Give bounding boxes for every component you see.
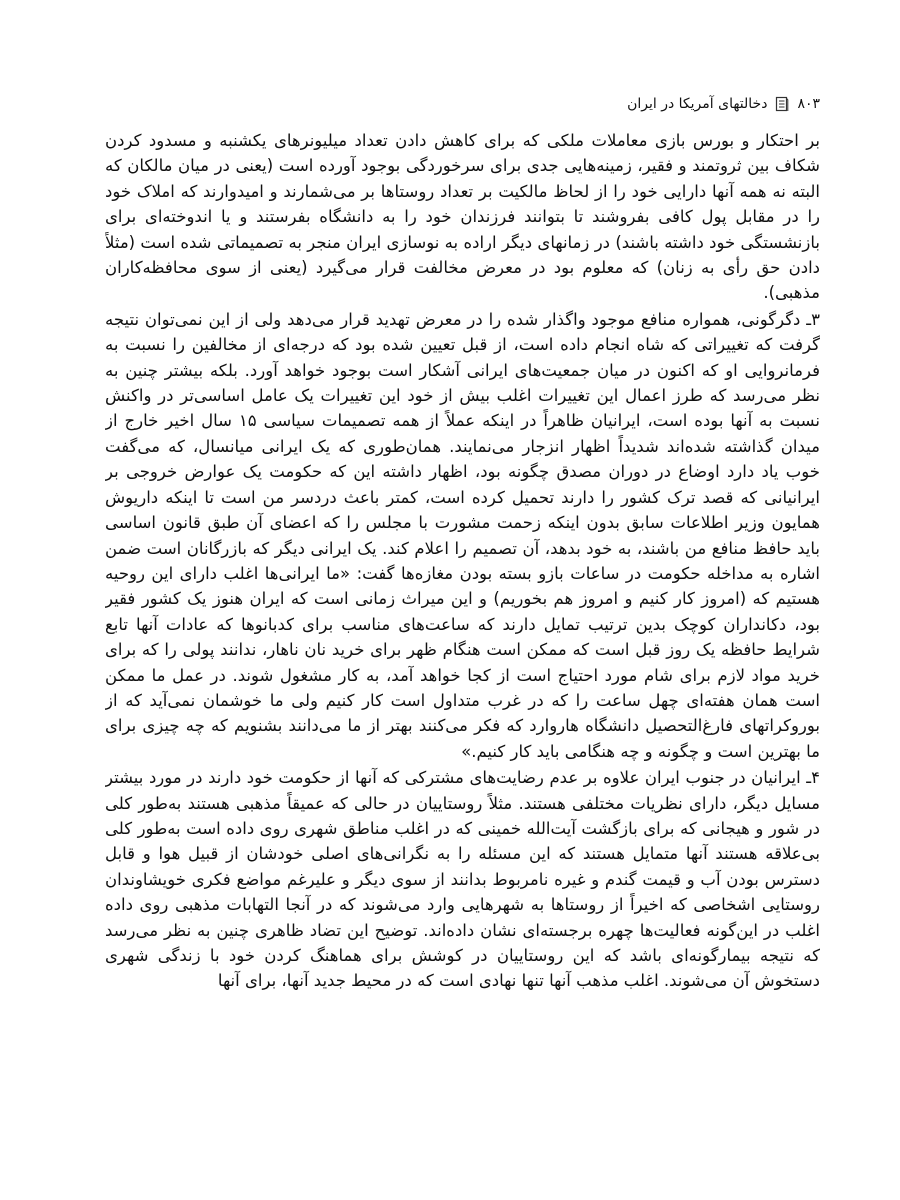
running-title: دخالتهای آمریکا در ایران bbox=[627, 96, 768, 112]
paragraph: ۴ـ ایرانیان در جنوب ایران علاوه بر عدم رضایت‌های مشترکی که آنها از حکومت خود دارند در مورد بیشتر مسایل دیگر، دارای نظریات مختلفی هستند. مثلاً روستاییان در حالی که عمیقاً مذهبی هستند به‌طور کلی در شور و هیجانی که برای بازگشت آیت‌الله خمینی که در اغلب مناطق شهری روی داده است به‌طور کلی بی‌علاقه هستند آنها متمایل هستند که این مسئله را به نگرانی‌های اصلی خودشان از قبیل هوا و قابل دسترس بودن آب و قیمت گندم و غیره نامربوط بدانند از سوی دیگر و علیرغم مواضع فکری خویشاوندان روستایی اشخاصی که اخیراً از روستاها به شهرهایی وارد می‌شوند که در آنجا التهابات مذهبی روی داده اغلب در این‌گونه فعالیت‌ها چهره برجسته‌ای نشان داده‌اند. توضیح این تضاد ظاهری چنین به نظر می‌رسد که نتیجه بیمارگونه‌ای باشد که این روستاییان در کوشش برای هماهنگ کردن خود با زندگی شهری دستخوش آن می‌شوند. اغلب مذهب آنها تنها نهادی است که در محیط جدید آنها، برای آنها bbox=[105, 768, 820, 991]
book-page bbox=[105, 92, 820, 1112]
paragraph: بر احتکار و بورس بازی معاملات ملکی که برای کاهش دادن تعداد میلیونرهای یکشنبه و مسدود کردن شکاف بین ثروتمند و فقیر، زمینه‌هایی جدی برای سرخوردگی بوجود آورده است (یعنی در میان مالکان که البته نه همه آنها دارایی خود را از لحاظ مالکیت بر تعداد روستاها بر می‌شمارند و امیدوارند که املاک خود را در مقابل پول کافی بفروشند تا بتوانند فرزندان خود را به دانشگاه بفرستند و یا اندوخته‌ای برای بازنشستگی خود داشته باشند) در زمانهای دیگر اراده به نوسازی ایران منجر به تصمیماتی شده است (مثلاً دادن حق رأی به زنان) که معلوم بود در معرض مخالفت قرار می‌گیرد (یعنی از سوی محافظه‌کاران مذهبی). bbox=[105, 131, 820, 303]
body-text bbox=[105, 128, 820, 994]
running-header bbox=[105, 92, 820, 116]
paragraph: ۳ـ دگرگونی، همواره منافع موجود واگذار شده را در معرض تهدید قرار می‌دهد ولی از این نمی‌توان نتیجه گرفت که تغییراتی که شاه انجام داده است، از قبل تعیین شده بود که درجه‌ای از مخالفین را نسبت به فرمانروایی او که اکنون در میان جمعیت‌های ایرانی آشکار است بوجود خواهد آورد. بلکه بیشتر چنین به نظر می‌رسد که طرز اعمال این تغییرات اغلب بیش از خود این تغییرات یک عامل اساسی‌تر در واکنش نسبت به آنها بوده است، ایرانیان ظاهراً در اینکه عملاً از همه تصمیمات سیاسی ۱۵ سال اخیر خارج از میدان گذاشته شده‌اند شدیداً اظهار انزجار می‌نمایند. همان‌طوری که یک ایرانی میانسال، که می‌گفت خوب یاد دارد اوضاع در دوران مصدق چگونه بود، اظهار داشته این که حکومت یک عوارض خروجی بر ایرانیانی که قصد ترک کشور را دارند تحمیل کرده است، کمتر باعث دردسر من است تا اینکه داریوش همایون وزیر اطلاعات سابق بدون اینکه زحمت مشورت با مجلس را که اعضای آن طبق قانون اساسی باید حافظ منافع من باشند، به خود بدهد، آن تصمیم را اعلام کند. یک ایرانی دیگر که بازرگانان است ضمن اشاره به مداخله حکومت در ساعات بازو بسته بودن مغازه‌ها گفت: «ما ایرانی‌ها اغلب دارای این روحیه هستیم که (امروز کار کنیم و امروز هم بخوریم) و این میراث زمانی است که ایران هنوز یک کشور فقیر بود، دکانداران کوچک بدین ترتیب تمایل دارند که ساعت‌های مناسب برای کدبانوها که عادات آنها تابع شرایط حافظه یک روز قبل است که ممکن است هنگام ظهر برای خرید نان ناهار، ندانند پولی را که برای خرید مواد لازم برای شام مورد احتیاج است از کجا خواهد آمد، به کار مشغول شوند. در عمل ما ممکن است همان هفته‌ای چهل ساعت را که در غرب متداول است کار کنیم ولی ما خوشمان نمی‌آید که از بوروکراتهای فارغ‌التحصیل دانشگاه هاروارد که فکر می‌کنند بهتر از ما می‌دانند بشنویم که چه چیزی برای ما بهترین است و چگونه و چه هنگامی باید کار کنیم.» bbox=[105, 309, 820, 761]
page-number: ۸۰۳ bbox=[797, 96, 820, 112]
book-icon bbox=[775, 96, 789, 112]
